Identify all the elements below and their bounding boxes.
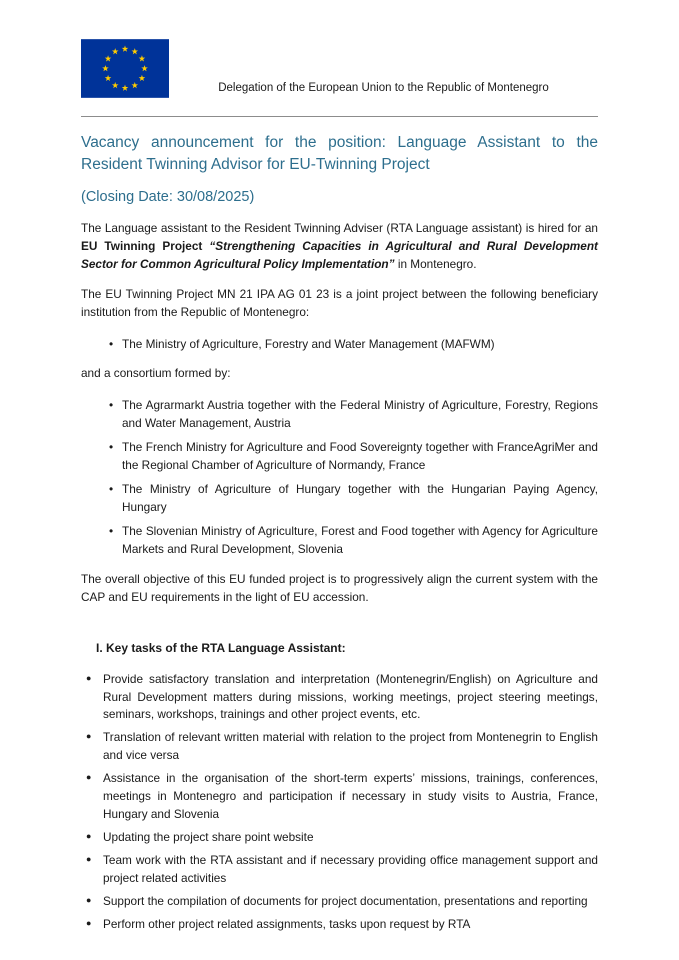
list-item: ● Assistance in the organisation of the short-term experts’ missions, trainings, conferences, meetings in Montenegro and participation if necessary in study visits to Austria, France, Hungary and Slovenia bbox=[103, 770, 598, 824]
beneficiary-list bbox=[81, 336, 598, 354]
document-header bbox=[81, 39, 598, 98]
list-item: ● Updating the project share point website bbox=[103, 829, 598, 847]
tasks-list bbox=[81, 671, 598, 934]
consortium-list bbox=[81, 397, 598, 558]
project-id-paragraph: The EU Twinning Project MN 21 IPA AG 01 23 is a joint project between the following beneficiary institution from the Republic of Montenegro: bbox=[81, 286, 598, 319]
list-item: ● Translation of relevant written material with relation to the project from Montenegrin to English and vice versa bbox=[103, 729, 598, 765]
list-item: ● Perform other project related assignments, tasks upon request by RTA bbox=[103, 916, 598, 934]
list-item: • The Slovenian Ministry of Agriculture, Forest and Food together with Agency for Agriculture Markets and Rural Development, Slovenia bbox=[122, 523, 598, 559]
closing-date: (Closing Date: 30/08/2025) bbox=[81, 188, 255, 205]
objective-paragraph: The overall objective of this EU funded project is to progressively align the current system with the CAP and EU requirements in the light of EU accession. bbox=[81, 571, 598, 604]
list-item: ● Support the compilation of documents for project documentation, presentations and reporting bbox=[103, 893, 598, 911]
text-run: The Language assistant to the Resident Twinning Adviser (RTA Language assistant) is hired for an bbox=[81, 220, 598, 235]
vacancy-title: Vacancy announcement for the position: Language Assistant to the Resident Twinning Advisor for EU-Twinning Project bbox=[81, 134, 598, 174]
list-item: ● Provide satisfactory translation and interpretation (Montenegrin/English) on Agriculture and Rural Development matters during missions, working meetings, project steering meetings, seminars, workshops, trainings and other project events, etc. bbox=[103, 671, 598, 725]
tasks-heading: I. Key tasks of the RTA Language Assistant: bbox=[96, 640, 346, 655]
text-run: EU Twinning Project bbox=[81, 238, 210, 253]
eu-flag-icon bbox=[81, 39, 169, 98]
list-item: ● Team work with the RTA assistant and if necessary providing office management support and project related activities bbox=[103, 852, 598, 888]
text-run: in Montenegro. bbox=[394, 256, 477, 271]
list-item: • The Ministry of Agriculture of Hungary together with the Hungarian Paying Agency, Hungary bbox=[122, 481, 598, 517]
intro-paragraph bbox=[81, 220, 598, 274]
text-run: “Strengthening Capacities in Agricultural and Rural Development Sector for Common Agricultural Policy Implementation” bbox=[81, 238, 598, 271]
list-item: • The Agrarmarkt Austria together with the Federal Ministry of Agriculture, Forestry, Regions and Water Management, Austria bbox=[122, 397, 598, 433]
consortium-intro: and a consortium formed by: bbox=[81, 366, 231, 381]
header-divider bbox=[81, 116, 598, 117]
list-item: • The Ministry of Agriculture, Forestry and Water Management (MAFWM) bbox=[122, 336, 598, 354]
list-item: • The French Ministry for Agriculture and Food Sovereignty together with FranceAgriMer and the Regional Chamber of Agriculture of Normandy, France bbox=[122, 439, 598, 475]
org-name: Delegation of the European Union to the Republic of Montenegro bbox=[218, 82, 549, 95]
